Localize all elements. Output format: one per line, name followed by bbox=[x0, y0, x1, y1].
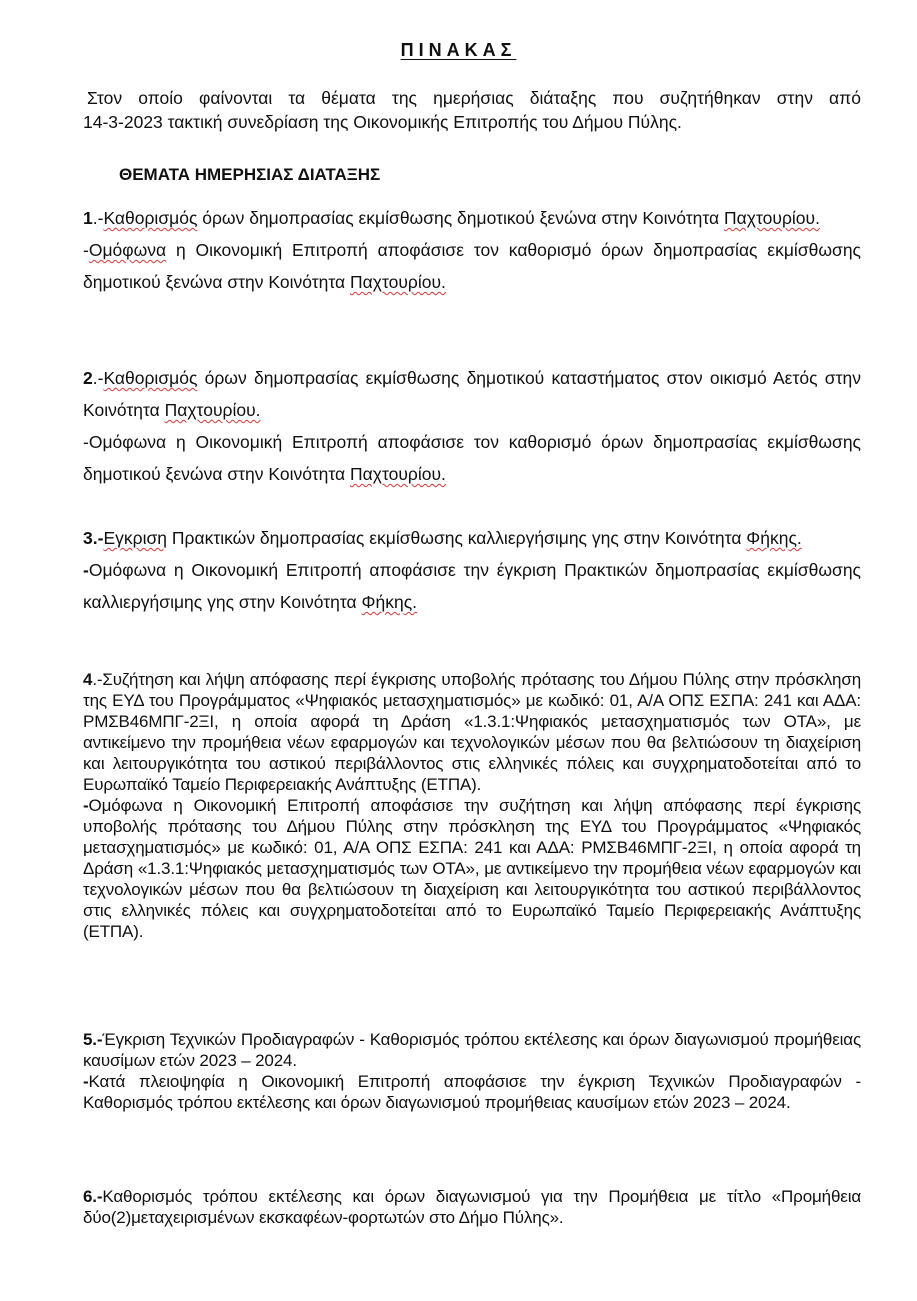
document-title: ΠΙΝΑΚΑΣ bbox=[400, 40, 517, 60]
agenda-item-2 bbox=[83, 362, 861, 490]
item-subject: 2.-Καθορισμός όρων δημοπρασίας εκμίσθωσης δημοτικού καταστήματος στον οικισμό Αετός στην Κοινότητα Παχτουρίου. bbox=[83, 368, 861, 420]
item-subject: 5.-Έγκριση Τεχνικών Προδιαγραφών - Καθορισμός τρόπου εκτέλεσης και όρων διαγωνισμού προμήθειας καυσίμων ετών 2023 – 2024. bbox=[83, 1030, 861, 1070]
section-heading: ΘΕΜΑΤΑ ΗΜΕΡΗΣΙΑΣ ΔΙΑΤΑΞΗΣ bbox=[119, 165, 381, 184]
agenda-item-4 bbox=[83, 669, 861, 942]
item-decision: -Ομόφωνα η Οικονομική Επιτροπή αποφάσισε την έγκριση Πρακτικών δημοπρασίας εκμίσθωσης καλλιεργήσιμης γης στην Κοινότητα Φήκης. bbox=[83, 560, 861, 612]
item-number: 4 bbox=[83, 670, 93, 689]
item-decision: -Ομόφωνα η Οικονομική Επιτροπή αποφάσισε τον καθορισμό όρων δημοπρασίας εκμίσθωσης δημοτικού ξενώνα στην Κοινότητα Παχτουρίου. bbox=[83, 240, 861, 292]
spellcheck-word: Φήκης. bbox=[746, 528, 802, 548]
item-subject: 6.-Καθορισμός τρόπου εκτέλεσης και όρων διαγωνισμού για την Προμήθεια με τίτλο «Προμήθεια δύο(2)μεταχειρισμένων εκσκαφέων-φορτωτών στο Δήμο Πύλης». bbox=[83, 1187, 861, 1227]
item-decision: -Ομόφωνα η Οικονομική Επιτροπή αποφάσισε τον καθορισμό όρων δημοπρασίας εκμίσθωσης δημοτικού ξενώνα στην Κοινότητα Παχτουρίου. bbox=[83, 432, 861, 484]
agenda-item-1 bbox=[83, 202, 861, 298]
spellcheck-word: Καθορισμός bbox=[103, 208, 198, 228]
item-subject: 3.-Εγκριση Πρακτικών δημοπρασίας εκμίσθωσης καλλιεργήσιμης γης στην Κοινότητα Φήκης. bbox=[83, 528, 802, 548]
agenda-item-3 bbox=[83, 522, 861, 618]
spellcheck-word: Παχτουρίου. bbox=[350, 464, 446, 484]
spellcheck-word: Ομόφωνα bbox=[88, 240, 167, 260]
spellcheck-word: Παχτουρίου. bbox=[350, 272, 446, 292]
agenda-item-5 bbox=[83, 1029, 861, 1113]
item-subject: 4.-Συζήτηση και λήψη απόφασης περί έγκρισης υποβολής πρότασης του Δήμου Πύλης στην πρόσκληση της ΕΥΔ του Προγράμματος «Ψηφιακός μετασχηματισμός» με κωδικό: 01, Α/Α ΟΠΣ ΕΣΠΑ: 241 και ΑΔΑ: ΡΜΣΒ46ΜΠΓ-2ΞΙ, η οποία αφορά τη Δράση «1.3.1:Ψηφιακός μετασχηματισμός των ΟΤΑ», με αντικείμενο την προμήθεια νέων εφαρμογών και τεχνολογικών μέσων που θα βελτιώσουν τη διαχείριση και λειτουργικότητα του αστικού περιβάλλοντος στις ελληνικές πόλεις και συγχρηματοδοτείται από το Ευρωπαϊκό Ταμείο Περιφερειακής Ανάπτυξης (ΕΤΠΑ). bbox=[83, 670, 861, 794]
intro-paragraph bbox=[83, 86, 861, 134]
spellcheck-word: Παχτουρίου. bbox=[164, 400, 261, 420]
item-decision: -Κατά πλειοψηφία η Οικονομική Επιτροπή αποφάσισε την έγκριση Τεχνικών Προδιαγραφών - Καθορισμός τρόπου εκτέλεσης και όρων διαγωνισμού προμήθειας καυσίμων ετών 2023 – 2024. bbox=[83, 1072, 861, 1112]
item-number: 3.- bbox=[83, 528, 104, 548]
item-number: 1 bbox=[83, 208, 93, 228]
item-subject: 1.-Καθορισμός όρων δημοπρασίας εκμίσθωσης δημοτικού ξενώνα στην Κοινότητα Παχτουρίου. bbox=[83, 208, 820, 228]
agenda-item-6 bbox=[83, 1186, 861, 1228]
spellcheck-word: Παχτουρίου. bbox=[724, 208, 820, 228]
item-decision: -Ομόφωνα η Οικονομική Επιτροπή αποφάσισε την συζήτηση και λήψη απόφασης περί έγκρισης υποβολής πρότασης του Δήμου Πύλης στην πρόσκληση της ΕΥΔ του Προγράμματος «Ψηφιακός μετασχηματισμός» με κωδικό: 01, Α/Α ΟΠΣ ΕΣΠΑ: 241 και ΑΔΑ: ΡΜΣΒ46ΜΠΓ-2ΞΙ, η οποία αφορά τη Δράση «1.3.1:Ψηφιακός μετασχηματισμός των ΟΤΑ», με αντικείμενο την προμήθεια νέων εφαρμογών και τεχνολογικών μέσων που θα βελτιώσουν τη διαχείριση και λειτουργικότητα του αστικού περιβάλλοντος στις ελληνικές πόλεις και συγχρηματοδοτείται από το Ευρωπαϊκό Ταμείο Περιφερειακής Ανάπτυξης (ΕΤΠΑ). bbox=[83, 796, 861, 941]
spellcheck-word: Εγκριση bbox=[103, 528, 167, 548]
intro-line-2: 14-3-2023 τακτική συνεδρίαση της Οικονομικής Επιτροπής του Δήμου Πύλης. bbox=[83, 112, 682, 132]
spellcheck-word: Φήκης. bbox=[361, 592, 418, 612]
item-number: 6.- bbox=[83, 1187, 103, 1206]
spellcheck-word: Καθορισμός bbox=[103, 368, 198, 388]
item-number: 5.- bbox=[83, 1030, 103, 1049]
item-number: 2 bbox=[83, 368, 93, 388]
intro-line-1: Στον οποίο φαίνονται τα θέματα της ημερήσιας διάταξης που συζητήθηκαν στην από bbox=[87, 88, 861, 108]
